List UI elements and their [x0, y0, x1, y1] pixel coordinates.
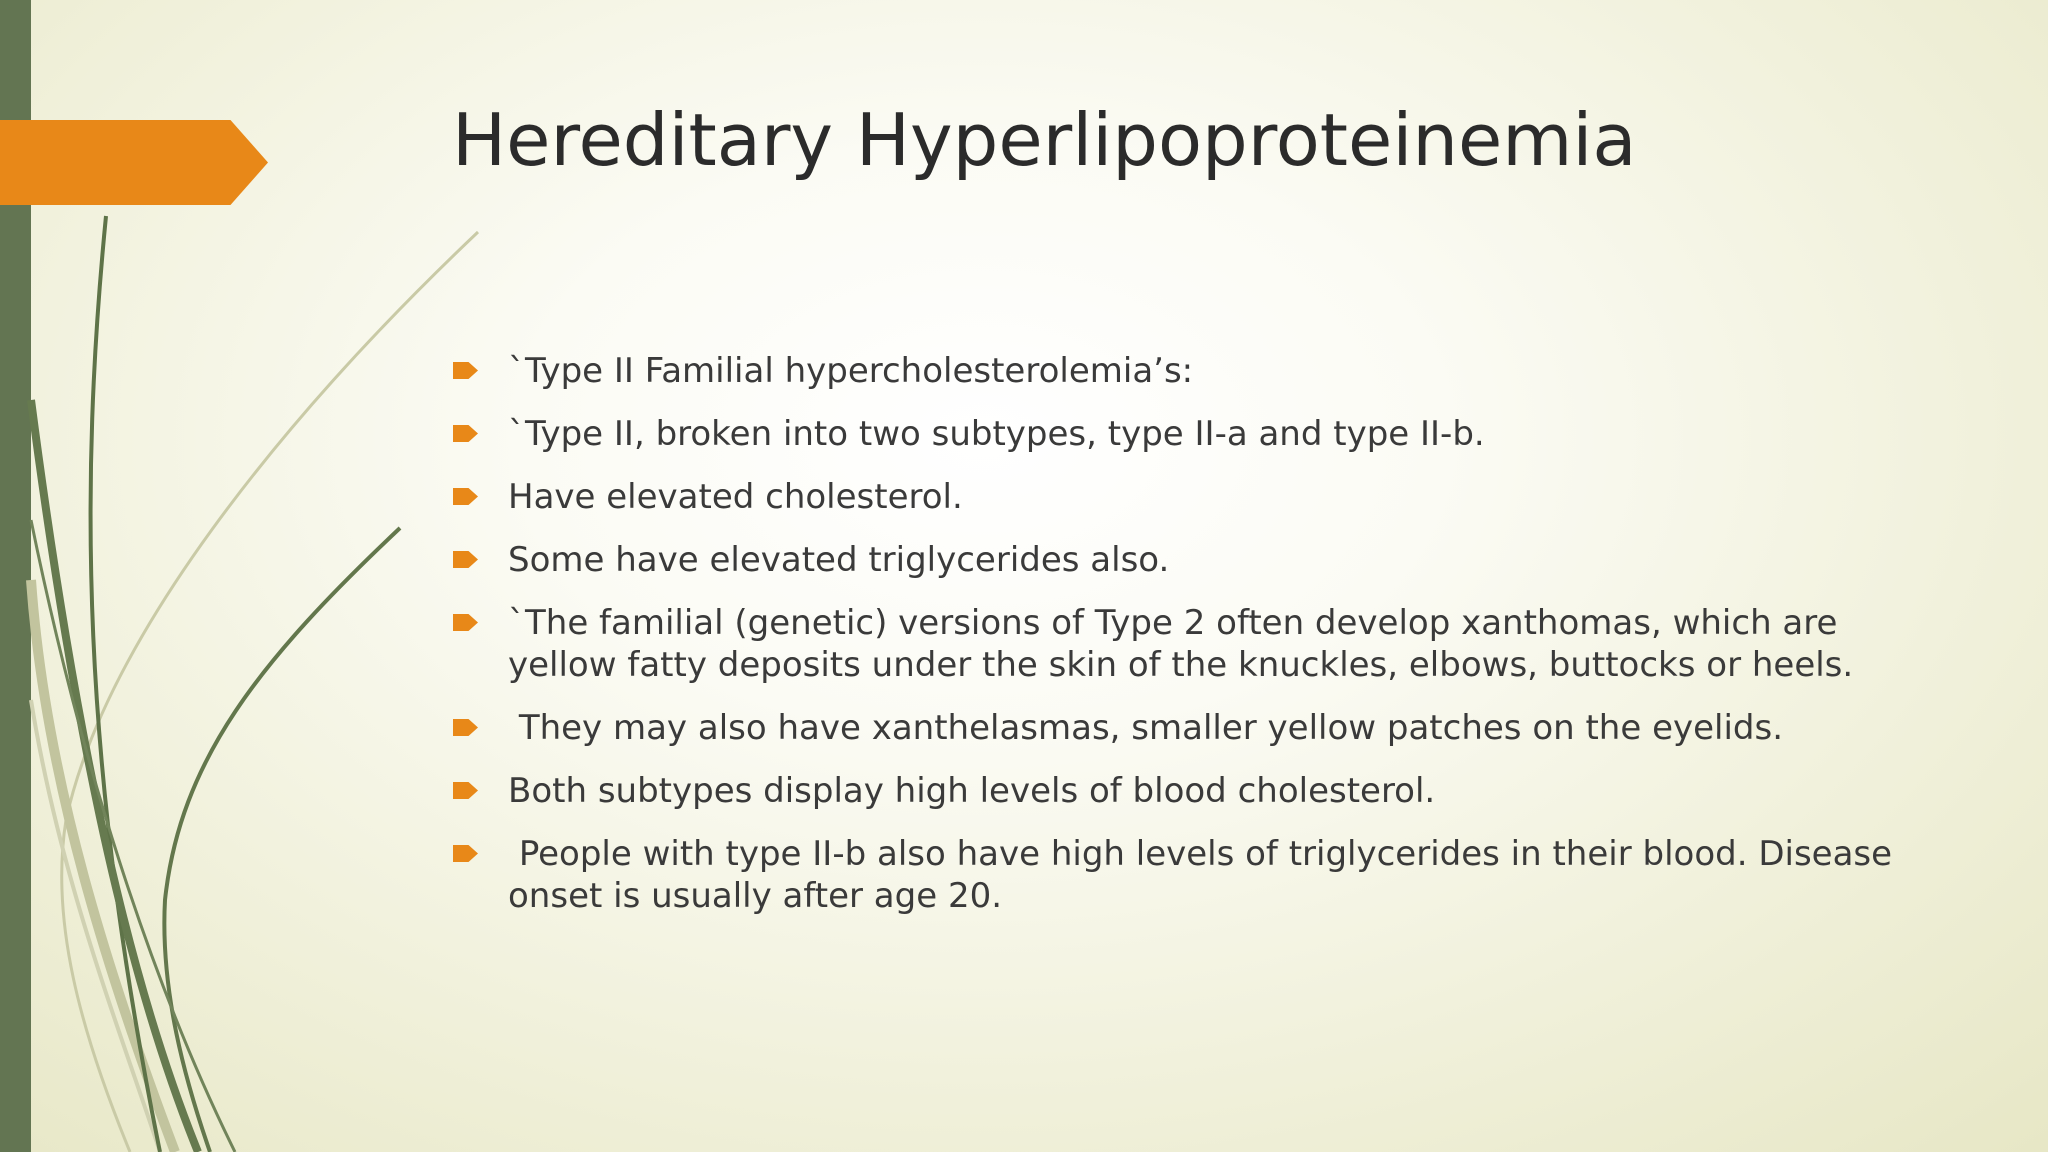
bullet-item	[452, 770, 1912, 812]
bullet-text: They may also have xanthelasmas, smaller yellow patches on the eyelids.	[508, 708, 1784, 748]
bullet-arrow-icon	[453, 551, 478, 568]
bullet-arrow-icon	[453, 362, 478, 379]
grass-blade-pale-2	[31, 580, 175, 1152]
bullet-list	[452, 350, 1912, 938]
bullet-text: `Type II, broken into two subtypes, type II-a and type II-b.	[508, 414, 1485, 454]
bullet-item	[452, 539, 1912, 581]
bullet-arrow-icon	[453, 845, 478, 862]
bullet-arrow-icon	[453, 614, 478, 631]
bullet-item	[452, 476, 1912, 518]
bullet-item	[452, 602, 1912, 686]
bullet-arrow-icon	[453, 719, 478, 736]
bullet-item	[452, 350, 1912, 392]
title-arrow-tab	[0, 120, 268, 205]
bullet-arrow-icon	[453, 488, 478, 505]
bullet-text: Some have elevated triglycerides also.	[508, 540, 1170, 580]
bullet-text: `Type II Familial hypercholesterolemia’s:	[508, 351, 1194, 391]
bullet-item	[452, 833, 1912, 917]
grass-blade-dark-3	[164, 528, 400, 1152]
bullet-text: Have elevated cholesterol.	[508, 477, 963, 517]
bullet-item	[452, 707, 1912, 749]
bullet-arrow-icon	[453, 425, 478, 442]
bullet-arrow-icon	[453, 782, 478, 799]
bullet-text: Both subtypes display high levels of blood cholesterol.	[508, 771, 1436, 811]
bullet-text: `The familial (genetic) versions of Type 2 often develop xanthomas, which are yellow fatty deposits under the skin of the knuckles, elbows, buttocks or heels.	[508, 603, 1854, 685]
slide-title: Hereditary Hyperlipoproteinemia	[452, 98, 1637, 182]
bullet-text: People with type II-b also have high levels of triglycerides in their blood. Disease onset is usually after age 20.	[508, 834, 1903, 916]
bullet-item	[452, 413, 1912, 455]
